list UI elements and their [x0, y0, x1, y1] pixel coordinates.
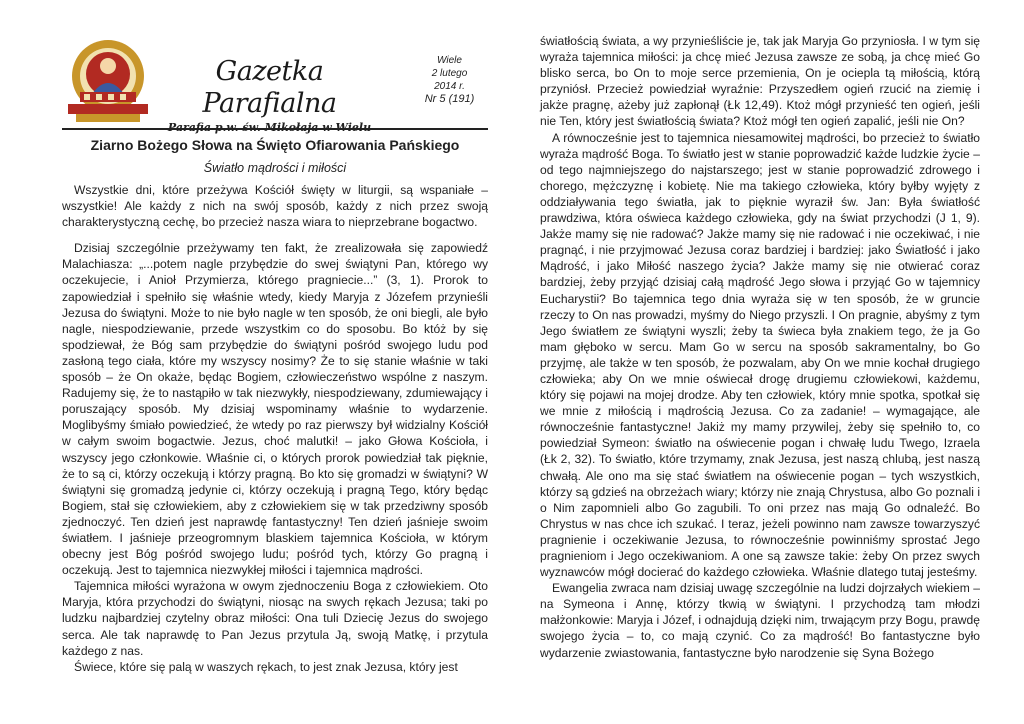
paragraph: światłością świata, a wy przynieśliście je, tak jak Maryja Go przyniosła. I w tym się wyraża tajemnica miłości: ja chcę mieć Jezusa zawsze ze sobą, ja chcę mieć Go blisko serca, bo On to moje serce przemienia, On je ociepla tą miłością, którą przyniósł. Przecież powiedział wyraźnie: Przyszedłem ogień rzucić na ziemię i jakże pragnę, ażeby już zapłonął (Łk 12,49). Ktoż mógł przynieść ten ogień, jeśli nie Ten, który jest światłością świata? Ktoż mógł ten ogień zapalić, jeśli nie On? [540, 34, 980, 129]
paragraph: Tajemnica miłości wyrażona w owym zjednoczeniu Boga z człowiekiem. Oto Maryja, która przychodzi do świątyni, niosąc na swych rękach Jezusa; taki po ludzku najbardziej czytelny obraz miłości: Ona tuli Dziecię Jezus do swojego serca. Ale tak naprawdę to Pan Jezus przytula Ją, swoją Matkę, i przytula każdego z nas. [62, 579, 488, 658]
paragraph: Ewangelia zwraca nam dzisiaj uwagę szczególnie na ludzi dojrzałych wiekiem – na Symeona i Annę, którzy tkwią w świątyni. I przychodzą tam młodzi małżonkowie: Maryja i Józef, i odnajdują dzięki nim, trwającym przy Bogu, prawdę swojego życia – to, co mają czynić. Co za mądrość! Bo fantastyczne było wydarzenie zwiastowania, fantastyczne było narodzenie się Syna Bożego [540, 581, 980, 660]
article-subtitle: Światło mądrości i miłości [203, 161, 347, 175]
paragraph: Dzisiaj szczególnie przeżywamy ten fakt, że zrealizowała się zapowiedź Malachiasza: „...potem nagle przybędzie do swej świątyni Pan, którego wy oczekujecie, i Anioł Przymierza, którego pragniecie...” (3, 1). Prorok to zapowiedział i spełniło się właśnie wtedy, kiedy Maryja z Józefem przynieśli Jezusa do świątyni. Może to nie było nagle w ten sposób, że oni biegli, ale było nagle, niespodziewanie, przede wszystkim co do sposobu. Bo któż by się spodziewał, że Bóg sam przybędzie do świątyni pośród swojego ludu pod zasłoną tego ciała, które my wszyscy nosimy? Że to się stanie właśnie w taki sposób – że On okaże, będąc Bogiem, człowieczeństwo wspólne z naszym. Radujemy się, że to nastąpiło w tak niezwykły, niespodziewany, zdumiewający i poruszający sposób. My dzisiaj wspominamy właśnie to wydarzenie. Moglibyśmy śmiało powiedzieć, że wtedy po raz pierwszy był widzialny Kościół w całym swoim bogactwie. Jezus, choć malutki! – jako Głowa Kościoła, i wszyscy jego członkowie. Właśnie ci, o których prorok powiedział tak pięknie, że to są ci, którzy oczekują i którzy pragną. Bo kto się gromadzi w świątyni? W świątyni się gromadzą jedynie ci, którzy oczekują i pragną Tego, który będąc Bogiem, stał się człowiekiem, aby z człowiekiem się w tak przedziwny sposób zjednoczyć. Ten dzień jest naprawdę fantastyczny! Ten dzień jaśnieje swoim światłem. I jaśnieje przeogromnym blaskiem tajemnica Kościoła, w którym obecny jest Bóg pośród swojego ludu; pośród tych, którzy Go pragną i oczekują. Jest to tajemnica niezwykłej miłości i tajemnica mądrości. [62, 241, 488, 578]
parish-subtitle: Parafia p.w. św. Mikołaja w Wielu [167, 121, 372, 134]
left-body [62, 182, 488, 675]
paragraph: Świece, które się palą w waszych rękach, to jest znak Jezusa, który jest [74, 659, 458, 674]
title-block [162, 56, 377, 134]
issue-date: 2 lutego [431, 68, 468, 79]
paragraph: Wszystkie dni, które przeżywa Kościół święty w liturgii, są wspaniałe – wszystkie! Ale każdy z nich na swój sposób, każdy z nich przez swoją charakterystyczną cechę, bo przecież nasza wiara to nieprzebrane bogactwo. [62, 183, 488, 230]
issue-info [402, 54, 497, 106]
header-divider [62, 128, 488, 130]
issue-number: Nr 5 (191) [424, 93, 475, 105]
parish-logo [62, 38, 154, 126]
gazette-title: Gazetka Parafialna [202, 56, 337, 119]
issue-year: 2014 r. [434, 81, 465, 92]
article-title: Ziarno Bożego Słowa na Święto Ofiarowania Pańskiego [90, 137, 460, 153]
left-column [62, 38, 488, 675]
issue-place: Wiele [437, 55, 462, 66]
right-column [540, 33, 980, 661]
masthead [62, 38, 488, 134]
paragraph: A równocześnie jest to tajemnica niesamowitej mądrości, bo przecież to światło wyraża mądrość Boga. To światło jest w stanie poprowadzić każde ludzkie życie – od tego najmniejszego do najstarszego; jest w stanie poprowadzić zdrowego i chorego, mężczyznę i kobietę. Nie ma takiego człowieka, który byłby wyjęty z oddziaływania tego światła, jak to pięknie wyraził św. Jan: Była światłość prawdziwa, która oświeca każdego człowieka, gdy na świat przychodzi (J 1, 9). Jakże mamy się nie radować? Jakże mamy się nie radować i nie oczekiwać, i nie pragnąć, i nie przyjmować Jezusa coraz bardziej i bardziej: jako Światłość i jako Mądrość, i jako Miłość naszego życia? Jakże mamy się nie otwierać coraz bardziej, żeby przyjąć dzisiaj całą mądrość Jego słowa i przyjąć Go w tajemnicy Eucharystii? Bo tajemnica tego dnia wyraża się w ten sposób, że w gruncie rzeczy to On nas prowadzi, myśmy do Niego przyszli. I On pragnie, abyśmy z tym Jego światłem ze świątyni wyszli; żeby ta świeca była znakiem tego, że ja Go mam głęboko w sercu. Mam Go w sercu na sposób sakramentalny, bo Go przyjmę, ale także w ten sposób, że pozwalam, aby On we mnie kochał drugiego człowieka; aby On we mnie oświecał drogę drugiemu człowiekowi, każdemu, który się pojawi na mojej drodze. Aby ten człowiek, który mnie spotka, spotkał się we mnie z miłością i mądrością Jezusa. Co za zadanie! – wymagające, ale równocześnie fantastyczne! Jakiż my mamy przywilej, żeby się spełniło to, co powiedział Symeon: światło na oświecenie pogan i chwałę ludu Twego, Izraela (Łk 2, 32). To światło, które trzymamy, znak Jezusa, jest naszą chlubą, jest naszą chwałą. Ale ono ma się stać światłem na oświecenie pogan – tych wszystkich, którzy są gdzieś na obrzeżach wiary; którzy nie znają Chrystusa, albo Go poznali i o Nim zapomnieli albo Go zagubili. To oni przez nas mają Go odnaleźć. Bo Chrystus w nas chce ich szukać. I teraz, jeżeli powinno nam zawsze towarzyszyć pragnienie i oczekiwanie Jezusa, to równocześnie powinniśmy sprostać Jego pragnieniom i Jego oczekiwaniom. A one są zawsze takie: żeby On przez swych wyznawców mógł docierać do każdego człowieka. Właśnie dlatego tutaj jesteśmy. [540, 130, 980, 580]
